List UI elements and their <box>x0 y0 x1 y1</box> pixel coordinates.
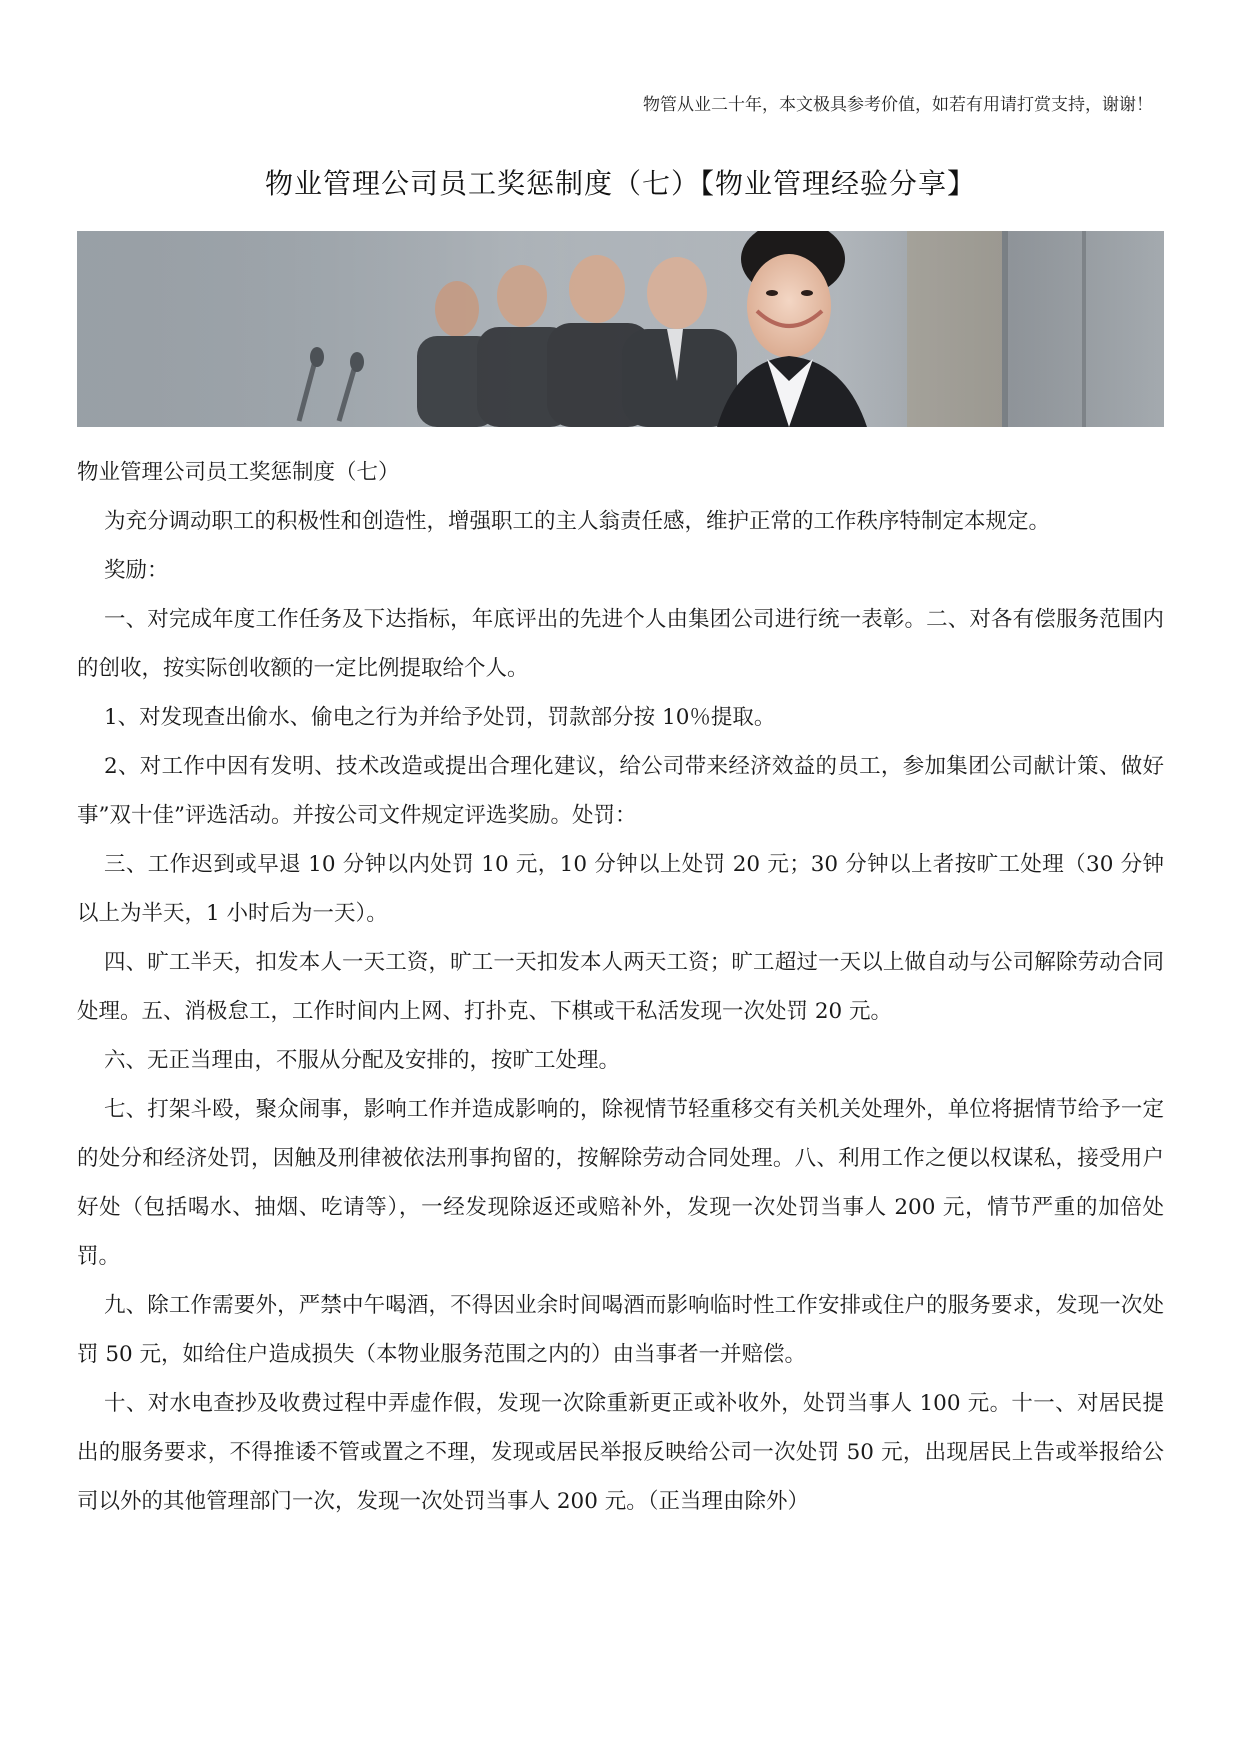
banner-image <box>77 231 1164 427</box>
paragraph: 三、工作迟到或早退 10 分钟以内处罚 10 元，10 分钟以上处罚 20 元；30 分钟以上者按旷工处理（30 分钟以上为半天，1 小时后为一天）。 <box>77 852 1164 926</box>
paragraph: 奖励： <box>104 558 169 583</box>
header-note: 物管从业二十年，本文极具参考价值，如若有用请打赏支持，谢谢！ <box>643 95 1153 115</box>
paragraph: 九、除工作需要外，严禁中午喝酒，不得因业余时间喝酒而影响临时性工作安排或住户的服务要求，发现一次处罚 50 元，如给住户造成损失（本物业服务范围之内的）由当事者一并赔偿。 <box>77 1293 1164 1367</box>
banner-photo-illustration <box>77 231 1164 427</box>
paragraph: 四、旷工半天，扣发本人一天工资，旷工一天扣发本人两天工资；旷工超过一天以上做自动与公司解除劳动合同处理。五、消极怠工，工作时间内上网、打扑克、下棋或干私活发现一次处罚 20 元。 <box>77 950 1164 1024</box>
document-subtitle: 物业管理公司员工奖惩制度（七） <box>77 460 400 485</box>
paragraph: 七、打架斗殴，聚众闹事，影响工作并造成影响的，除视情节轻重移交有关机关处理外，单位将据情节给予一定的处分和经济处罚，因触及刑律被依法刑事拘留的，按解除劳动合同处理。八、利用工作之便以权谋私，接受用户好处（包括喝水、抽烟、吃请等），一经发现除返还或赔补外，发现一次处罚当事人 200 元，情节严重的加倍处罚。 <box>77 1097 1164 1269</box>
paragraph: 十、对水电查抄及收费过程中弄虚作假，发现一次除重新更正或补收外，处罚当事人 100 元。十一、对居民提出的服务要求，不得推诿不管或置之不理，发现或居民举报反映给公司一次处罚 50 元，出现居民上告或举报给公司以外的其他管理部门一次，发现一次处罚当事人 200 元。（正当理由除外） <box>77 1391 1164 1514</box>
paragraph: 1、对发现查出偷水、偷电之行为并给予处罚，罚款部分按 10％提取。 <box>104 705 776 730</box>
paragraph: 六、无正当理由，不服从分配及安排的，按旷工处理。 <box>104 1048 621 1073</box>
paragraph: 为充分调动职工的积极性和创造性，增强职工的主人翁责任感，维护正常的工作秩序特制定本规定。 <box>104 509 1051 534</box>
paragraph: 2、对工作中因有发明、技术改造或提出合理化建议，给公司带来经济效益的员工，参加集团公司献计策、做好事”双十佳”评选活动。并按公司文件规定评选奖励。处罚： <box>77 754 1164 828</box>
document-title: 物业管理公司员工奖惩制度（七）【物业管理经验分享】 <box>264 167 976 200</box>
paragraph: 一、对完成年度工作任务及下达指标，年底评出的先进个人由集团公司进行统一表彰。二、对各有偿服务范围内的创收，按实际创收额的一定比例提取给个人。 <box>77 607 1164 681</box>
document-body <box>77 448 1164 1526</box>
